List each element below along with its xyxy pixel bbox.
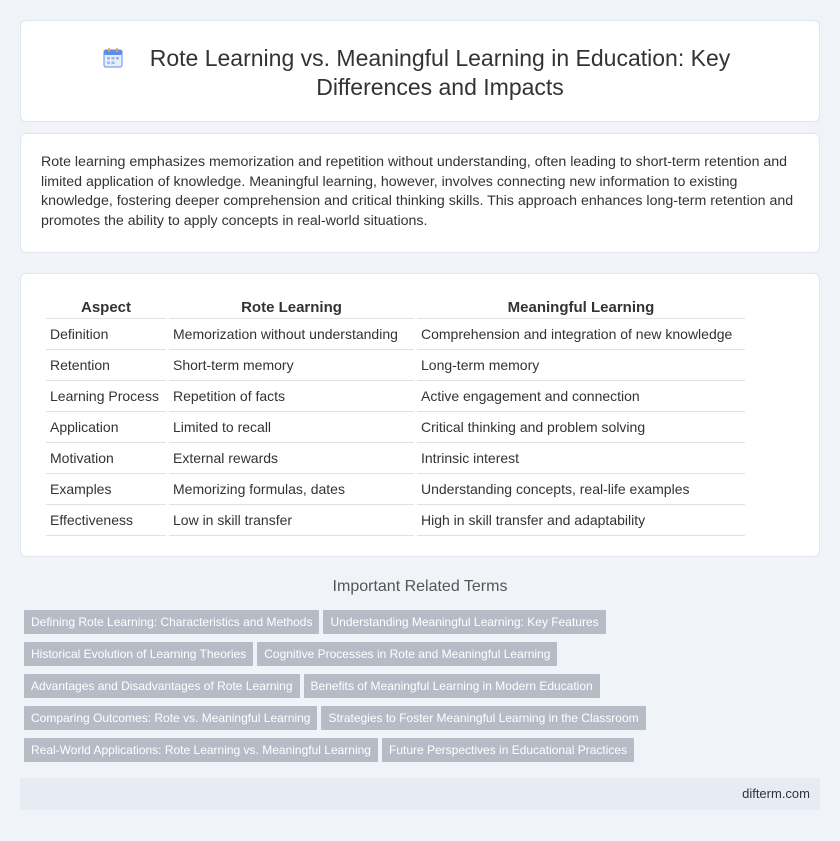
table-cell: Memorization without understanding [169,319,414,350]
tag-row [24,706,804,738]
table-cell: Definition [46,319,166,350]
page-title: Rote Learning vs. Meaningful Learning in Education: Key Differences and Impacts [149,45,731,100]
table-row [46,319,745,350]
table-cell: Active engagement and connection [417,381,745,412]
column-header-meaningful: Meaningful Learning [417,296,745,319]
table-header-row [46,296,745,319]
table-cell: Learning Process [46,381,166,412]
comparison-table [43,296,748,536]
table-cell: External rewards [169,443,414,474]
table-cell: Intrinsic interest [417,443,745,474]
comparison-card [20,273,820,557]
table-cell: Motivation [46,443,166,474]
table-cell: Memorizing formulas, dates [169,474,414,505]
table-cell: Understanding concepts, real-life examples [417,474,745,505]
table-cell: Retention [46,350,166,381]
tag-row [24,674,804,706]
tag-row [24,642,804,674]
table-cell: Short-term memory [169,350,414,381]
related-term-tag[interactable]: Advantages and Disadvantages of Rote Learning [24,674,300,698]
related-term-tag[interactable]: Benefits of Meaningful Learning in Modern Education [304,674,600,698]
table-cell: Application [46,412,166,443]
table-row [46,443,745,474]
calendar-icon [102,47,124,69]
table-cell: Comprehension and integration of new knowledge [417,319,745,350]
header-card [20,20,820,122]
summary-text: Rote learning emphasizes memorization and repetition without understanding, often leading to short-term retention and limited application of knowledge. Meaningful learning, however, involves connecting new information to existing knowledge, fostering deeper comprehension and critical thinking skills. This approach enhances long-term retention and promotes the ability to apply concepts in real-world situations. [41,154,794,229]
table-row [46,350,745,381]
tag-row [24,610,804,642]
related-term-tag[interactable]: Historical Evolution of Learning Theories [24,642,253,666]
related-term-tag[interactable]: Comparing Outcomes: Rote vs. Meaningful Learning [24,706,317,730]
table-row [46,381,745,412]
table-cell: Examples [46,474,166,505]
column-header-rote: Rote Learning [169,296,414,319]
column-header-aspect: Aspect [46,296,166,319]
table-cell: Critical thinking and problem solving [417,412,745,443]
table-row [46,412,745,443]
tag-row [24,738,804,770]
table-row [46,505,745,536]
table-row [46,474,745,505]
related-term-tag[interactable]: Strategies to Foster Meaningful Learning in the Classroom [321,706,645,730]
table-cell: Effectiveness [46,505,166,536]
table-cell: Low in skill transfer [169,505,414,536]
title-wrap [21,44,819,102]
related-term-tag[interactable]: Understanding Meaningful Learning: Key Features [323,610,605,634]
related-terms-list [24,610,804,770]
summary-card [20,133,820,253]
related-term-tag[interactable]: Cognitive Processes in Rote and Meaningful Learning [257,642,557,666]
footer [20,778,820,810]
footer-site-link[interactable]: difterm.com [742,786,810,801]
related-term-tag[interactable]: Defining Rote Learning: Characteristics and Methods [24,610,319,634]
table-cell: Repetition of facts [169,381,414,412]
related-terms-heading: Important Related Terms [332,578,508,595]
related-term-tag[interactable]: Real-World Applications: Rote Learning vs. Meaningful Learning [24,738,378,762]
table-cell: Long-term memory [417,350,745,381]
related-term-tag[interactable]: Future Perspectives in Educational Practices [382,738,634,762]
table-cell: High in skill transfer and adaptability [417,505,745,536]
table-cell: Limited to recall [169,412,414,443]
